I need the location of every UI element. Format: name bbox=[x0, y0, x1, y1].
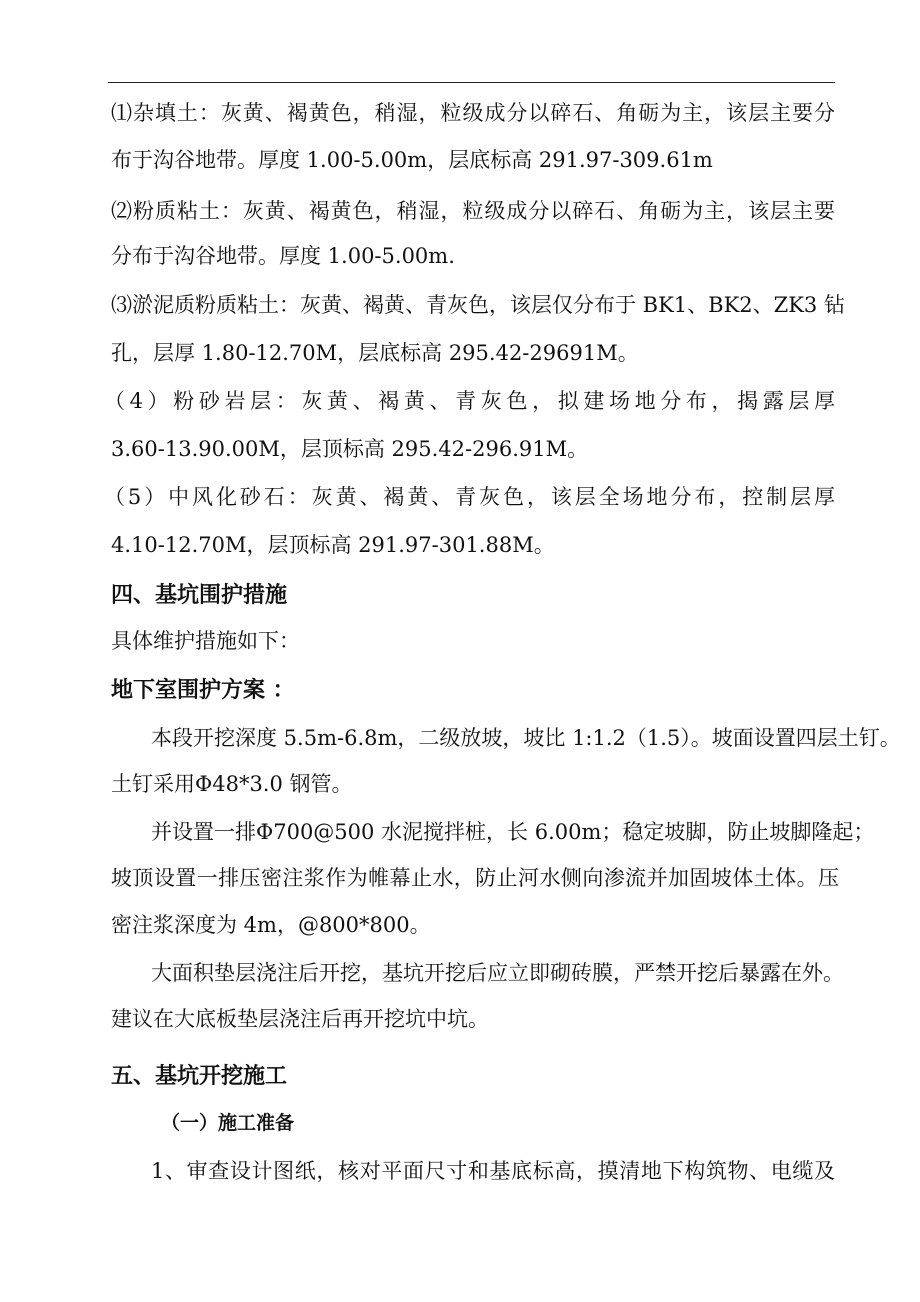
section-heading: 五、基坑开挖施工 bbox=[111, 1064, 288, 1089]
paragraph-line: 建议在大底板垫层浇注后再开挖坑中坑。 bbox=[111, 1007, 489, 1031]
paragraph-line: ⑵粉质粘土：灰黄、褐黄色，稍湿，粒级成分以碎石、角砺为主，该层主要 bbox=[111, 199, 835, 223]
paragraph-line: ⑴杂填土：灰黄、褐黄色，稍湿，粒级成分以碎石、角砺为主，该层主要分 bbox=[111, 101, 835, 125]
section-heading: 四、基坑围护措施 bbox=[111, 583, 288, 608]
paragraph-line: 1、审查设计图纸，核对平面尺寸和基底标高，摸清地下构筑物、电缆及 bbox=[151, 1159, 835, 1183]
paragraph-line: 4.10-12.70M，层顶标高 291.97-301.88M。 bbox=[111, 533, 555, 557]
paragraph-line: ⑶淤泥质粉质粘土：灰黄、褐黄、青灰色，该层仅分布于 BK1、BK2、ZK3 钻 bbox=[111, 293, 845, 317]
paragraph-line: （4）粉砂岩层：灰黄、褐黄、青灰色，拟建场地分布，揭露层厚 bbox=[104, 389, 835, 413]
paragraph-line: 坡顶设置一排压密注浆作为帷幕止水，防止河水侧向渗流并加固坡体土体。压 bbox=[111, 866, 839, 890]
paragraph-line: 大面积垫层浇注后开挖，基坑开挖后应立即砌砖膜，严禁开挖后暴露在外。 bbox=[151, 961, 844, 985]
paragraph-line: 3.60-13.90.00M，层顶标高 295.42-296.91M。 bbox=[111, 437, 589, 461]
paragraph-line: 密注浆深度为 4m，@800*800。 bbox=[111, 913, 431, 937]
paragraph-line: 分布于沟谷地带。厚度 1.00-5.00m. bbox=[111, 244, 455, 268]
paragraph-line: 土钉采用Φ48*3.0 钢管。 bbox=[111, 772, 353, 796]
paragraph-line: 并设置一排Φ700@500 水泥搅拌桩，长 6.00m；稳定坡脚，防止坡脚隆起； bbox=[151, 820, 875, 844]
header-rule bbox=[108, 82, 835, 83]
subsection-heading: 地下室围护方案 ： bbox=[111, 678, 295, 703]
paragraph-line: 具体维护措施如下： bbox=[111, 629, 300, 653]
paragraph-line: （5）中风化砂石：灰黄、褐黄、青灰色，该层全场地分布，控制层厚 bbox=[104, 485, 835, 509]
paragraph-line: 孔，层厚 1.80-12.70M，层底标高 295.42-29691M。 bbox=[111, 341, 639, 365]
subsection-heading: （一）施工准备 bbox=[161, 1112, 295, 1134]
paragraph-line: 本段开挖深度 5.5m-6.8m，二级放坡，坡比 1:1.2（1.5）。坡面设置四层土钉。 bbox=[151, 726, 901, 750]
paragraph-line: 布于沟谷地带。厚度 1.00-5.00m，层底标高 291.97-309.61m bbox=[111, 148, 713, 172]
